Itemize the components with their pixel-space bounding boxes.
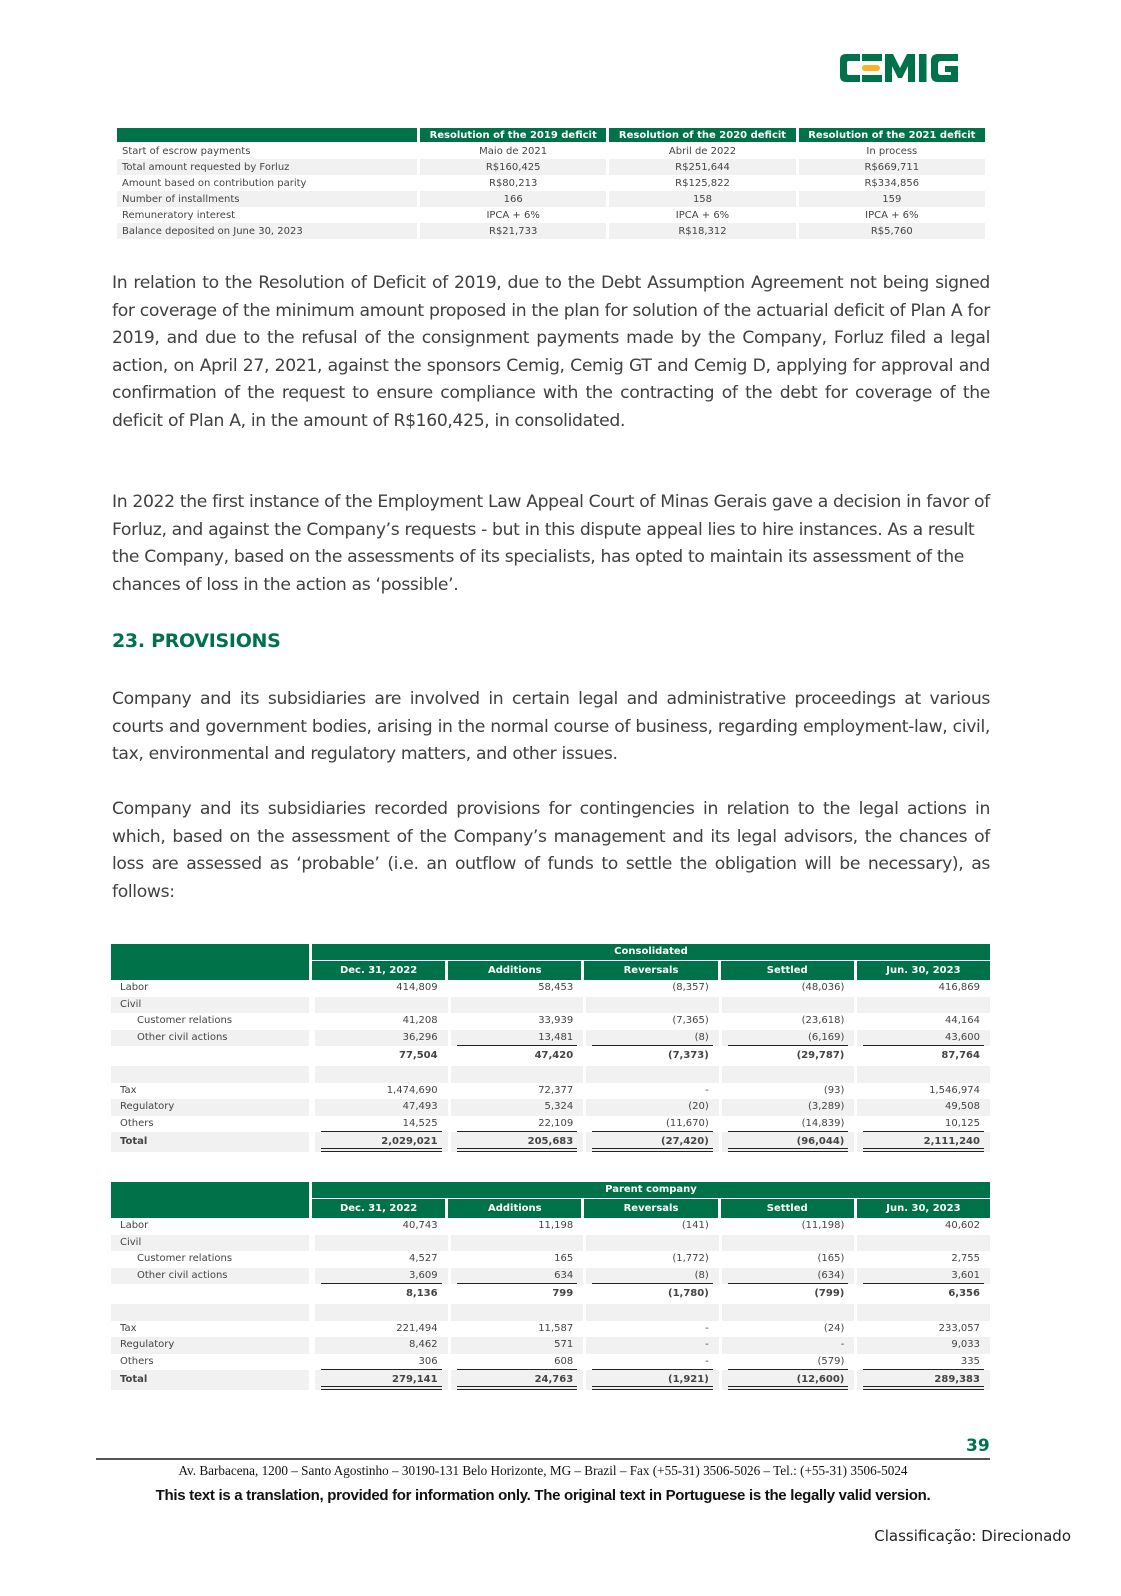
cell: (634) <box>722 1268 855 1285</box>
cell: (7,373) <box>668 1050 709 1061</box>
table-row-other-civil-actions <box>111 1030 990 1047</box>
cell <box>722 1066 855 1083</box>
row-label: Customer relations <box>137 1253 233 1264</box>
cell: 43,600 <box>857 1030 990 1047</box>
cemig-logo <box>838 48 988 88</box>
table-row <box>117 175 985 191</box>
cell: (1,772) <box>672 1253 709 1264</box>
cell: R$21,733 <box>420 223 606 239</box>
cell: (3,289) <box>722 1099 855 1116</box>
table-row-total <box>111 1132 990 1152</box>
translation-disclaimer: This text is a translation, provided for information only. The original text in Portuguese is the legally valid version. <box>155 1487 931 1504</box>
table-header <box>111 944 990 980</box>
table-row-spacer <box>111 1304 990 1321</box>
table-row <box>117 191 985 207</box>
row-label: Start of escrow payments <box>122 145 251 157</box>
cell: 306 <box>315 1354 448 1371</box>
table-row-customer-relations <box>111 1013 990 1030</box>
row-label: Regulatory <box>111 1337 309 1354</box>
table-row-civil-subtotal <box>111 1284 990 1304</box>
row-label <box>111 1066 309 1083</box>
cell: R$251,644 <box>609 159 795 175</box>
consolidated-provisions-table <box>111 944 990 1152</box>
cell: (141) <box>681 1220 709 1231</box>
cell: R$669,711 <box>799 159 985 175</box>
cemig-logo-icon <box>838 48 988 88</box>
cell: 166 <box>420 191 606 207</box>
footer-divider <box>96 1458 990 1460</box>
row-label: Others <box>120 1355 154 1367</box>
cell: 159 <box>799 191 985 207</box>
column-header <box>117 128 417 143</box>
table-header <box>111 1182 990 1218</box>
cell: (23,618) <box>801 1015 845 1026</box>
cell <box>451 1235 584 1252</box>
column-header: Additions <box>448 1199 581 1218</box>
cell: 41,208 <box>402 1015 438 1026</box>
cell: 6,356 <box>948 1288 980 1299</box>
cell: 47,420 <box>534 1050 574 1061</box>
cell: (11,670) <box>586 1116 719 1133</box>
cell: 2,111,240 <box>857 1132 990 1152</box>
table-row-others <box>111 1354 990 1371</box>
column-header: Additions <box>448 961 581 980</box>
cell: 571 <box>451 1337 584 1354</box>
cell: 634 <box>451 1268 584 1285</box>
column-header: Settled <box>721 1199 854 1218</box>
cell: 205,683 <box>451 1132 584 1152</box>
row-label: Remuneratory interest <box>122 209 236 221</box>
section-title-provisions: 23. PROVISIONS <box>112 630 281 652</box>
row-label: Tax <box>120 1322 137 1334</box>
row-label: Civil <box>111 1235 309 1252</box>
table-header-row <box>117 128 985 143</box>
cell: 22,109 <box>451 1116 584 1133</box>
row-label: Total <box>111 1132 309 1152</box>
cell <box>451 1304 584 1321</box>
cell <box>586 1235 719 1252</box>
cell: 3,601 <box>857 1268 990 1285</box>
cell <box>315 997 448 1014</box>
cell: 33,939 <box>538 1015 574 1026</box>
cell <box>857 1235 990 1252</box>
cell: 77,504 <box>399 1050 438 1061</box>
cell <box>857 1304 990 1321</box>
cell: R$80,213 <box>489 177 538 189</box>
table-row-regulatory <box>111 1337 990 1354</box>
cell: 3,609 <box>315 1268 448 1285</box>
table-row <box>117 143 985 159</box>
column-header: Reversals <box>584 1199 717 1218</box>
cell: (20) <box>586 1099 719 1116</box>
column-header: Dec. 31, 2022 <box>312 961 445 980</box>
cell: 165 <box>554 1253 574 1264</box>
row-label: Total <box>111 1370 309 1390</box>
parent-company-provisions-table <box>111 1182 990 1390</box>
cell: 2,755 <box>951 1253 980 1264</box>
cell: 289,383 <box>857 1370 990 1390</box>
cell: - <box>705 1322 709 1334</box>
cell <box>451 997 584 1014</box>
header-blank <box>111 944 309 980</box>
table-row <box>117 207 985 223</box>
footer-address: Av. Barbacena, 1200 – Santo Agostinho – 30190-131 Belo Horizonte, MG – Brazil – Fax (+55-31) 3506-5026 – Tel.: (+55-31) 3506-5024 <box>178 1463 908 1478</box>
cell: IPCA + 6% <box>675 209 730 221</box>
row-label: Amount based on contribution parity <box>122 177 307 189</box>
cell: (93) <box>823 1084 845 1096</box>
cell: 24,763 <box>451 1370 584 1390</box>
row-label <box>111 1284 309 1304</box>
column-header: Resolution of the 2019 deficit <box>420 128 606 143</box>
table-row-total <box>111 1370 990 1390</box>
cell: - <box>586 1337 719 1354</box>
cell: (96,044) <box>722 1132 855 1152</box>
cell <box>451 1066 584 1083</box>
cell: 416,869 <box>938 982 980 993</box>
group-header: Consolidated <box>312 944 990 960</box>
row-label: Other civil actions <box>111 1268 309 1285</box>
cell: R$5,760 <box>799 223 985 239</box>
cell: 1,474,690 <box>386 1084 438 1096</box>
row-label: Total amount requested by Forluz <box>117 159 417 175</box>
cell: Abril de 2022 <box>668 145 737 157</box>
table-row-labor <box>111 1218 990 1235</box>
cell: IPCA + 6% <box>865 209 919 221</box>
row-label: Civil <box>111 997 309 1014</box>
cell: (27,420) <box>586 1132 719 1152</box>
table-row-civil-subtotal <box>111 1046 990 1066</box>
table-row-civil <box>111 1235 990 1252</box>
cell: (7,365) <box>672 1015 709 1026</box>
row-label: Customer relations <box>137 1015 233 1026</box>
group-header: Parent company <box>312 1182 990 1198</box>
cell: R$160,425 <box>420 159 606 175</box>
column-header: Jun. 30, 2023 <box>857 1199 990 1218</box>
cell: (24) <box>823 1322 845 1334</box>
row-label: Labor <box>120 1220 149 1231</box>
cell: (8) <box>586 1030 719 1047</box>
classification-label: Classificação: Direcionado <box>874 1527 1071 1545</box>
cell: (11,198) <box>801 1220 845 1231</box>
cell: 40,602 <box>944 1220 980 1231</box>
paragraph-provisions-recorded: Company and its subsidiaries recorded provisions for contingencies in relation to the legal actions in which, based on the assessment of the Company’s management and its legal advisors, the chances of loss are assessed as ‘probable’ (i.e. an outflow of funds to settle the obligation will be necessary), as follows: <box>112 799 990 902</box>
cell: 2,029,021 <box>315 1132 448 1152</box>
cell: - <box>705 1084 709 1096</box>
paragraph-court-decision: In 2022 the first instance of the Employment Law Appeal Court of Minas Gerais gave a decision in favor of Forluz, and against the Company’s requests - but in this dispute appeal lies to hire instances. As a result the Company, based on the assessments of its specialists, has opted to maintain its assessment of the chances of loss in the action as ‘possible’. <box>112 492 990 595</box>
cell <box>586 997 719 1014</box>
table-row-labor <box>111 980 990 997</box>
cell: 414,809 <box>396 982 438 993</box>
table-row-customer-relations <box>111 1251 990 1268</box>
cell: (1,780) <box>668 1288 709 1299</box>
cell: 335 <box>857 1354 990 1371</box>
deficit-resolution-table <box>114 128 988 239</box>
column-header: Settled <box>721 961 854 980</box>
paragraph-proceedings: Company and its subsidiaries are involved in certain legal and administrative proceedings at various courts and government bodies, arising in the normal course of business, regarding employment-law, civil, tax, environmental and regulatory matters, and other issues. <box>112 689 990 764</box>
table-row <box>117 159 985 175</box>
cell: 58,453 <box>538 982 574 993</box>
cell: 608 <box>451 1354 584 1371</box>
cell: 87,764 <box>941 1050 980 1061</box>
row-label: Tax <box>120 1084 137 1096</box>
row-label <box>111 1304 309 1321</box>
cell: 14,525 <box>315 1116 448 1133</box>
cell <box>857 997 990 1014</box>
cell: 4,527 <box>408 1253 438 1264</box>
cell: (799) <box>814 1288 845 1299</box>
column-header: Resolution of the 2021 deficit <box>799 128 985 143</box>
cell: IPCA + 6% <box>486 209 540 221</box>
column-header: Resolution of the 2020 deficit <box>609 128 795 143</box>
cell: 11,198 <box>538 1220 574 1231</box>
cell: 44,164 <box>944 1015 980 1026</box>
cell <box>315 1304 448 1321</box>
cell: 40,743 <box>402 1220 438 1231</box>
cell: 233,057 <box>938 1322 980 1334</box>
column-header: Reversals <box>584 961 717 980</box>
cell: R$334,856 <box>864 177 920 189</box>
table-row-tax <box>111 1083 990 1100</box>
cell: 47,493 <box>315 1099 448 1116</box>
cell <box>315 1066 448 1083</box>
cell: 9,033 <box>857 1337 990 1354</box>
cell: (8,357) <box>672 982 709 993</box>
cell: 36,296 <box>315 1030 448 1047</box>
table-row-tax <box>111 1321 990 1338</box>
cell <box>315 1235 448 1252</box>
cell <box>586 1304 719 1321</box>
cell: R$125,822 <box>675 177 730 189</box>
row-label: Number of installments <box>117 191 417 207</box>
cell: (48,036) <box>801 982 845 993</box>
row-label <box>111 1046 309 1066</box>
row-label: Balance deposited on June 30, 2023 <box>117 223 417 239</box>
cell: (1,921) <box>586 1370 719 1390</box>
cell <box>586 1066 719 1083</box>
cell: Maio de 2021 <box>479 145 548 157</box>
row-label: Other civil actions <box>111 1030 309 1047</box>
cell: 8,136 <box>405 1288 438 1299</box>
header-blank <box>111 1182 309 1218</box>
paragraph-deficit-2019: In relation to the Resolution of Deficit of 2019, due to the Debt Assumption Agreement not being signed for coverage of the minimum amount proposed in the plan for solution of the actuarial deficit of Plan A for 2019, and due to the refusal of the consignment payments made by the Company, Forluz filed a legal action, on April 27, 2021, against the sponsors Cemig, Cemig GT and Cemig D, applying for approval and confirmation of the request to ensure compliance with the contracting of the debt for coverage of the deficit of Plan A, in the amount of R$160,425, in consolidated. <box>112 273 990 431</box>
cell: 799 <box>552 1288 574 1299</box>
cell <box>722 1304 855 1321</box>
cell: 8,462 <box>315 1337 448 1354</box>
cell: (14,839) <box>722 1116 855 1133</box>
cell <box>722 1235 855 1252</box>
cell: (165) <box>817 1253 845 1264</box>
row-label: Labor <box>120 982 149 993</box>
table-row-others <box>111 1116 990 1133</box>
cell <box>722 997 855 1014</box>
cell: In process <box>866 145 918 157</box>
cell: R$18,312 <box>609 223 795 239</box>
cell: 10,125 <box>857 1116 990 1133</box>
cell: 279,141 <box>315 1370 448 1390</box>
table-row-spacer <box>111 1066 990 1083</box>
page-number: 39 <box>966 1436 990 1456</box>
cell: 1,546,974 <box>929 1084 980 1096</box>
cell: 72,377 <box>538 1084 574 1096</box>
cell: (8) <box>586 1268 719 1285</box>
cell: 13,481 <box>451 1030 584 1047</box>
cell: (12,600) <box>722 1370 855 1390</box>
row-label: Regulatory <box>111 1099 309 1116</box>
cell: 158 <box>609 191 795 207</box>
cell: 221,494 <box>396 1322 438 1334</box>
table-row <box>117 223 985 239</box>
column-header: Jun. 30, 2023 <box>857 961 990 980</box>
cell: (29,787) <box>796 1050 845 1061</box>
cell: 49,508 <box>857 1099 990 1116</box>
cell: 5,324 <box>451 1099 584 1116</box>
column-header: Dec. 31, 2022 <box>312 1199 445 1218</box>
table-row-regulatory <box>111 1099 990 1116</box>
cell: - <box>722 1337 855 1354</box>
cell: (6,169) <box>722 1030 855 1047</box>
column-headers <box>312 1199 990 1218</box>
table-row-other-civil-actions <box>111 1268 990 1285</box>
cell <box>857 1066 990 1083</box>
row-label: Others <box>120 1117 154 1129</box>
cell: 11,587 <box>538 1322 574 1334</box>
cell: - <box>586 1354 719 1371</box>
cell: (579) <box>722 1354 855 1371</box>
column-headers <box>312 961 990 980</box>
table-row-civil <box>111 997 990 1014</box>
